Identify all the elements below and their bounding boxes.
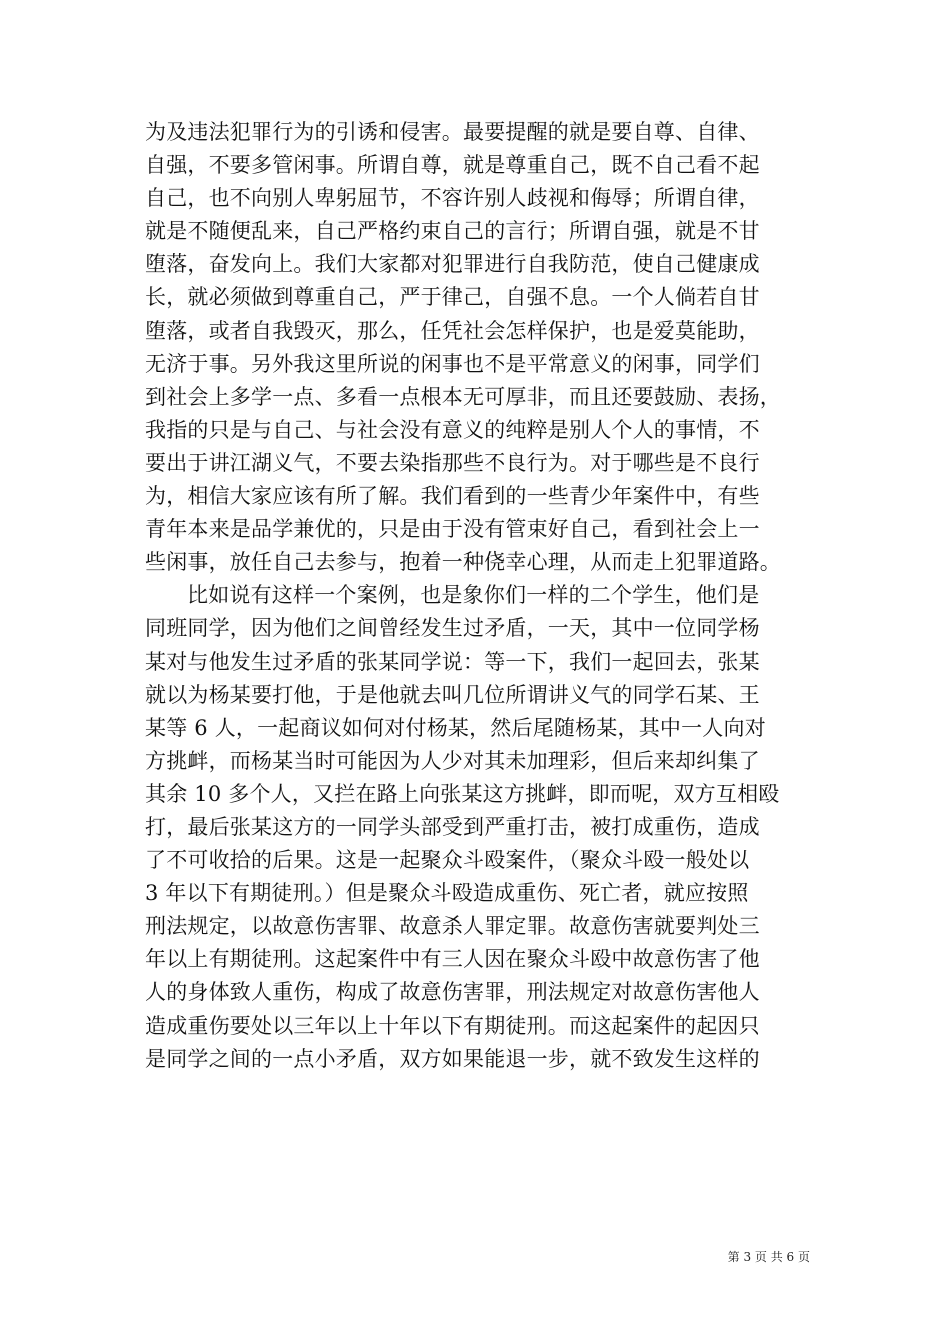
text-line: 就以为杨某要打他，于是他就去叫几位所谓讲义气的同学石某、王	[145, 682, 760, 707]
text-line: 方挑衅，而杨某当时可能因为人少对其未加理彩，但后来却纠集了	[145, 748, 760, 773]
text-line: 长，就必须做到尊重自己，严于律己，自强不息。一个人倘若自甘	[145, 285, 760, 310]
paragraph-1	[145, 116, 825, 579]
text-line: 堕落，奋发向上。我们大家都对犯罪进行自我防范，使自己健康成	[145, 252, 760, 277]
text-line: 就是不随便乱来，自己严格约束自己的言行；所谓自强，就是不甘	[145, 219, 760, 244]
text-line: 造成重伤要处以三年以上十年以下有期徒刑。而这起案件的起因只	[145, 1013, 760, 1038]
text-line: 要出于讲江湖义气，不要去染指那些不良行为。对于哪些是不良行	[145, 450, 760, 475]
text-line: 某对与他发生过矛盾的张某同学说：等一下，我们一起回去，张某	[145, 649, 760, 674]
text-line: 了不可收拾的后果。这是一起聚众斗殴案件，（聚众斗殴一般处以	[145, 848, 750, 873]
text-line: 其余 10 多个人，又拦在路上向张某这方挑衅，即而呢，双方互相殴	[145, 781, 780, 806]
text-line: 是同学之间的一点小矛盾，双方如果能退一步，就不致发生这样的	[145, 1046, 760, 1071]
paragraph-2	[145, 579, 825, 1075]
text-line: 比如说有这样一个案例，也是象你们一样的二个学生，他们是	[187, 583, 760, 608]
text-line: 为，相信大家应该有所了解。我们看到的一些青少年案件中，有些	[145, 484, 760, 509]
page-number: 第 3 页 共 6 页	[727, 1250, 810, 1264]
text-line: 我指的只是与自己、与社会没有意义的纯粹是别人个人的事情，不	[145, 417, 760, 442]
text-line: 年以上有期徒刑。这起案件中有三人因在聚众斗殴中故意伤害了他	[145, 947, 760, 972]
text-line: 青年本来是品学兼优的，只是由于没有管束好自己，看到社会上一	[145, 517, 760, 542]
text-line: 某等 6 人，一起商议如何对付杨某，然后尾随杨某，其中一人向对	[145, 715, 766, 740]
text-line: 3 年以下有期徒刑。）但是聚众斗殴造成重伤、死亡者，就应按照	[145, 881, 749, 906]
text-line: 人的身体致人重伤，构成了故意伤害罪，刑法规定对故意伤害他人	[145, 980, 760, 1005]
text-line: 自己，也不向别人卑躬屈节，不容许别人歧视和侮辱；所谓自律，	[145, 186, 760, 211]
text-line: 堕落，或者自我毁灭，那么，任凭社会怎样保护，也是爱莫能助，	[145, 318, 760, 343]
text-line: 为及违法犯罪行为的引诱和侵害。最要提醒的就是要自尊、自律、	[145, 120, 760, 144]
text-line: 些闲事，放任自己去参与，抱着一种侥幸心理，从而走上犯罪道路。	[145, 550, 781, 575]
text-line: 到社会上多学一点、多看一点根本无可厚非，而且还要鼓励、表扬，	[145, 384, 781, 409]
text-line: 刑法规定，以故意伤害罪、故意杀人罪定罪。故意伤害就要判处三	[145, 914, 760, 939]
document-body	[145, 116, 825, 1076]
text-line: 同班同学，因为他们之间曾经发生过矛盾，一天，其中一位同学杨	[145, 616, 760, 641]
text-line: 无济于事。另外我这里所说的闲事也不是平常意义的闲事，同学们	[145, 351, 760, 376]
text-line: 打，最后张某这方的一同学头部受到严重打击，被打成重伤，造成	[145, 814, 760, 839]
text-line: 自强，不要多管闲事。所谓自尊，就是尊重自己，既不自己看不起	[145, 153, 760, 178]
